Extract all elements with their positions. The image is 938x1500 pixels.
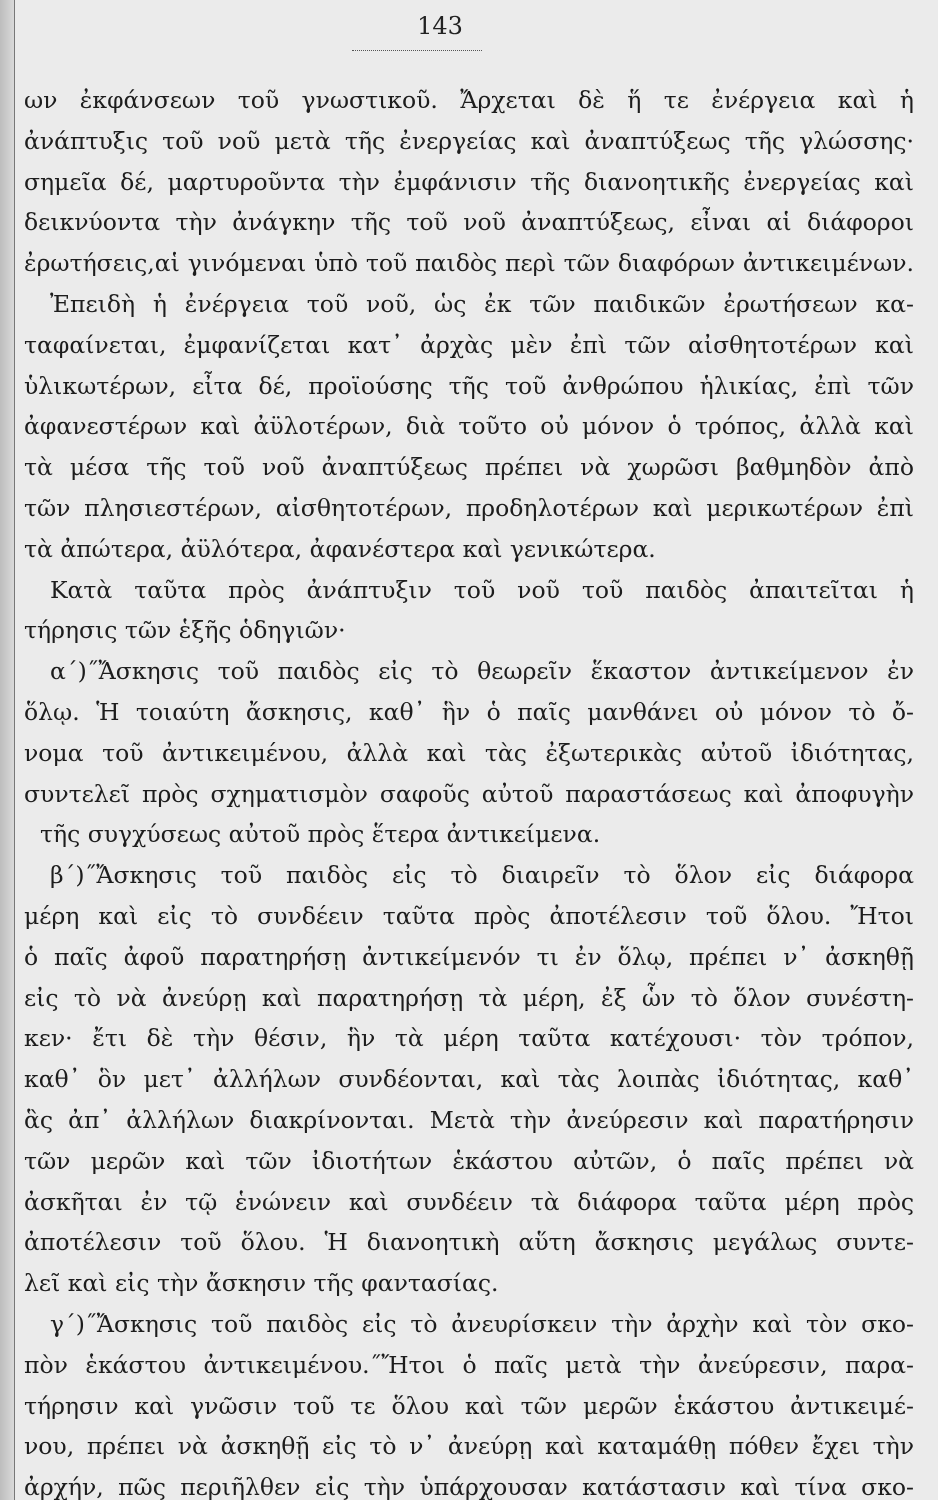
text-line: κεν· ἔτι δὲ τὴν θέσιν, ἣν τὰ μέρη ταῦτα κατέχουσι· τὸν τρόπον, bbox=[24, 1024, 914, 1053]
text-line: Κατὰ ταῦτα πρὸς ἀνάπτυξιν τοῦ νοῦ τοῦ παιδὸς ἀπαιτεῖται ἡ bbox=[50, 575, 914, 604]
text-line: ἀποτέλεσιν τοῦ ὅλου. Ἡ διανοητικὴ αὕτη ἄσκησις μεγάλως συντε- bbox=[24, 1228, 914, 1257]
text-line: ἀφανεστέρων καὶ ἀϋλοτέρων, διὰ τοῦτο οὐ μόνον ὁ τρόπος, ἀλλὰ καὶ bbox=[24, 412, 914, 441]
text-line: τῶν μερῶν καὶ τῶν ἰδιοτήτων ἑκάστου αὐτῶν, ὁ παῖς πρέπει νὰ bbox=[24, 1146, 914, 1175]
text-line: μέρη καὶ εἰς τὸ συνδέειν ταῦτα πρὸς ἀποτέλεσιν τοῦ ὅλου. Ἤτοι bbox=[24, 901, 914, 930]
text-line: τῆς συγχύσεως αὐτοῦ πρὸς ἕτερα ἀντικείμενα. bbox=[40, 820, 601, 849]
text-line: γ΄)˝Ἄσκησις τοῦ παιδὸς εἰς τὸ ἀνευρίσκειν τὴν ἀρχὴν καὶ τὸν σκο- bbox=[50, 1309, 914, 1338]
text-line: ἀρχήν, πῶς περιῆλθεν εἰς τὴν ὑπάρχουσαν κατάστασιν καὶ τίνα σκο- bbox=[24, 1473, 914, 1500]
page-binding-edge bbox=[0, 0, 15, 1500]
text-line: β΄)˝Ἄσκησις τοῦ παιδὸς εἰς τὸ διαιρεῖν τὸ ὅλον εἰς διάφορα bbox=[50, 861, 914, 890]
text-line: ἃς ἀπ᾽ ἀλλήλων διακρίνονται. Μετὰ τὴν ἀνεύρεσιν καὶ παρατήρησιν bbox=[24, 1105, 914, 1134]
text-line: ων ἐκφάνσεων τοῦ γνωστικοῦ. Ἄρχεται δὲ ἥ τε ἐνέργεια καὶ ἡ bbox=[24, 86, 914, 114]
text-line: ὁ παῖς ἀφοῦ παρατηρήσῃ ἀντικείμενόν τι ἐν ὅλῳ, πρέπει ν᾽ ἀσκηθῇ bbox=[24, 942, 914, 971]
body-text bbox=[24, 80, 914, 1500]
text-line: καθ᾽ ὃν μετ᾽ ἀλλήλων συνδέονται, καὶ τὰς λοιπὰς ἰδιότητας, καθ᾽ bbox=[24, 1065, 914, 1094]
text-line: ἀσκῆται ἐν τῷ ἑνώνειν καὶ συνδέειν τὰ διάφορα ταῦτα μέρη πρὸς bbox=[24, 1187, 914, 1216]
text-line: ὅλῳ. Ἡ τοιαύτη ἄσκησις, καθ᾽ ἣν ὁ παῖς μανθάνει οὐ μόνον τὸ ὄ- bbox=[24, 697, 914, 726]
header-rule bbox=[352, 50, 482, 51]
text-line: τὰ μέσα τῆς τοῦ νοῦ ἀναπτύξεως πρέπει νὰ χωρῶσι βαθμηδὸν ἀπὸ bbox=[24, 453, 914, 482]
text-line: εἰς τὸ νὰ ἀνεύρῃ καὶ παρατηρήσῃ τὰ μέρη, ἐξ ὧν τὸ ὅλον συνέστη- bbox=[24, 983, 914, 1012]
text-line: τὰ ἀπώτερα, ἀϋλότερα, ἀφανέστερα καὶ γενικώτερα. bbox=[24, 534, 656, 563]
text-line: α΄)˝Ἄσκησις τοῦ παιδὸς εἰς τὸ θεωρεῖν ἕκαστον ἀντικείμενον ἐν bbox=[50, 657, 914, 686]
text-line: τῶν πλησιεστέρων, αἰσθητοτέρων, προδηλοτέρων καὶ μερικωτέρων ἐπὶ bbox=[24, 493, 914, 522]
text-line: ἀνάπτυξις τοῦ νοῦ μετὰ τῆς ἐνεργείας καὶ ἀναπτύξεως τῆς γλώσσης· bbox=[24, 126, 914, 155]
page-number: 143 bbox=[417, 12, 463, 40]
text-line: νου, πρέπει νὰ ἀσκηθῇ εἰς τὸ ν᾽ ἀνεύρῃ καὶ καταμάθῃ πόθεν ἔχει τὴν bbox=[24, 1432, 914, 1461]
text-line: ὑλικωτέρων, εἶτα δέ, προϊούσης τῆς τοῦ ἀνθρώπου ἡλικίας, ἐπὶ τῶν bbox=[24, 371, 914, 400]
text-line: τήρησιν καὶ γνῶσιν τοῦ τε ὅλου καὶ τῶν μερῶν ἑκάστου ἀντικειμέ- bbox=[24, 1391, 914, 1420]
text-line: τήρησις τῶν ἑξῆς ὁδηγιῶν· bbox=[24, 616, 346, 645]
text-line: ἐρωτήσεις,αἱ γινόμεναι ὑπὸ τοῦ παιδὸς περὶ τῶν διαφόρων ἀντικειμένων. bbox=[24, 249, 914, 278]
text-line: ταφαίνεται, ἐμφανίζεται κατ᾽ ἀρχὰς μὲν ἐπὶ τῶν αἰσθητοτέρων καὶ bbox=[24, 330, 914, 359]
text-line: συντελεῖ πρὸς σχηματισμὸν σαφοῦς αὐτοῦ παραστάσεως καὶ ἀποφυγὴν bbox=[24, 779, 914, 808]
text-line: δεικνύοντα τὴν ἀνάγκην τῆς τοῦ νοῦ ἀναπτύξεως, εἶναι αἱ διάφοροι bbox=[24, 208, 914, 237]
text-line: Ἐπειδὴ ἡ ἐνέργεια τοῦ νοῦ, ὡς ἐκ τῶν παιδικῶν ἐρωτήσεων κα- bbox=[50, 289, 914, 318]
text-line: νομα τοῦ ἀντικειμένου, ἀλλὰ καὶ τὰς ἐξωτερικὰς αὐτοῦ ἰδιότητας, bbox=[24, 738, 914, 767]
text-line: πὸν ἑκάστου ἀντικειμένου.˝Ἤτοι ὁ παῖς μετὰ τὴν ἀνεύρεσιν, παρα- bbox=[24, 1350, 914, 1379]
text-line: λεῖ καὶ εἰς τὴν ἄσκησιν τῆς φαντασίας. bbox=[24, 1269, 499, 1298]
text-line: σημεῖα δέ, μαρτυροῦντα τὴν ἐμφάνισιν τῆς διανοητικῆς ἐνεργείας καὶ bbox=[24, 167, 914, 196]
